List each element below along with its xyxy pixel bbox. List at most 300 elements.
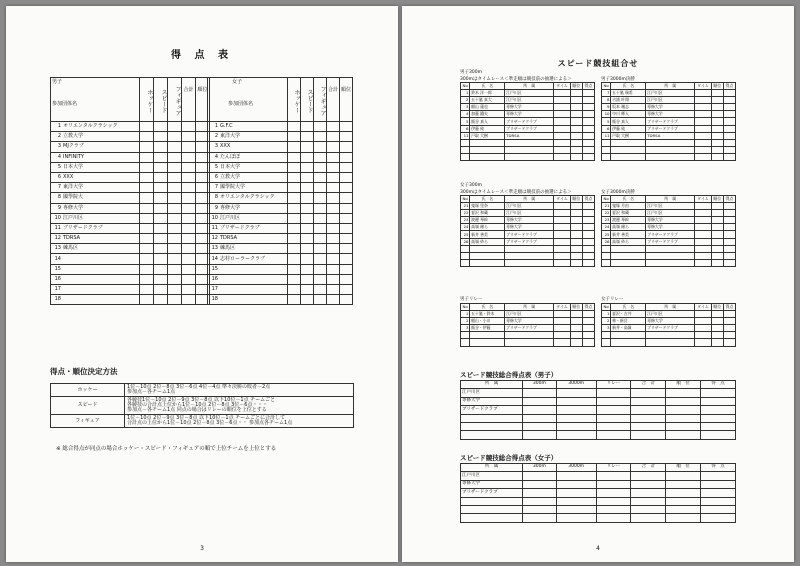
result-cell — [582, 132, 594, 139]
result-row — [602, 139, 736, 146]
totals-header: 300m — [523, 464, 557, 472]
result-row — [602, 217, 736, 224]
result-cell — [695, 318, 712, 325]
header-row — [602, 196, 736, 203]
result-cell — [711, 153, 723, 160]
team-cell — [51, 122, 140, 132]
team-cell — [51, 142, 140, 152]
score-cell — [326, 285, 339, 295]
result-cell — [711, 118, 723, 125]
skater-number: 9 — [602, 104, 611, 111]
totals-cell — [523, 389, 557, 397]
page-3 — [6, 6, 398, 562]
skater-name: 夏沢・吉井 — [611, 311, 646, 318]
result-cell — [723, 339, 735, 346]
result-row — [461, 210, 595, 217]
result-row — [461, 325, 595, 332]
result-cell — [554, 104, 571, 111]
skater-team: 専修大学 — [505, 111, 554, 118]
row-number: 2 — [214, 133, 218, 140]
totals-row — [461, 389, 736, 397]
skater-number: 4 — [461, 111, 470, 118]
row-number: 17 — [54, 286, 61, 293]
team-name: オリエンタルクラシック — [220, 194, 275, 201]
page-title: スピード競技組合せ — [557, 59, 639, 68]
result-row — [461, 118, 595, 125]
result-cell — [582, 104, 594, 111]
team-row — [51, 234, 210, 244]
header-name: 氏 名 — [470, 196, 505, 203]
totals-cell — [523, 431, 557, 439]
result-row — [602, 104, 736, 111]
score-cell — [300, 122, 313, 132]
rule-line: 参加点－各チーム1点 — [127, 389, 176, 395]
women-300-caption: 300mはタイムレース＜準走順は競技前の抽選による＞ — [460, 190, 572, 195]
totals-cell — [631, 514, 666, 522]
tie-break-note: ※ 総合得点が同点の場合ホッケー・スピード・フィギュアの順で上位チームを上位とする — [56, 446, 277, 452]
header-no: No — [461, 304, 470, 311]
skater-number — [602, 146, 611, 153]
skater-team — [505, 153, 554, 160]
result-row — [461, 125, 595, 132]
totals-header: リレー — [596, 464, 631, 472]
row-number: 18 — [54, 296, 61, 303]
team-row — [208, 152, 353, 162]
result-cell — [570, 97, 582, 104]
rule-detail — [125, 384, 354, 397]
score-cell — [313, 132, 326, 142]
result-cell — [570, 339, 582, 346]
score-cell — [154, 295, 168, 305]
score-cell — [300, 142, 313, 152]
team-cell — [208, 285, 288, 295]
women-score-table — [207, 77, 353, 305]
result-cell — [582, 111, 594, 118]
team-cell — [51, 183, 140, 193]
skater-number: 21 — [602, 203, 611, 210]
team-row — [208, 132, 353, 142]
skater-number — [461, 245, 470, 252]
team-cell — [51, 264, 140, 274]
skater-name — [611, 153, 646, 160]
score-cell — [300, 132, 313, 142]
result-cell — [695, 104, 712, 111]
team-cell — [51, 254, 140, 264]
result-row — [461, 139, 595, 146]
totals-cell — [666, 431, 701, 439]
team-cell — [51, 172, 140, 182]
score-cell — [300, 162, 313, 172]
result-row — [461, 217, 595, 224]
result-row — [602, 210, 736, 217]
score-cell — [326, 132, 339, 142]
skater-number: 7 — [602, 90, 611, 97]
score-cell — [287, 193, 300, 203]
team-name: XXX — [63, 174, 74, 181]
totals-header: リレー — [596, 381, 631, 389]
result-cell — [554, 311, 571, 318]
score-cell — [154, 203, 168, 213]
team-name: 日本大学 — [63, 163, 84, 170]
header-rank: 順位 — [570, 196, 582, 203]
score-cell — [140, 264, 154, 274]
score-cell — [154, 193, 168, 203]
totals-team: ブリザードクラブ — [461, 489, 523, 497]
team-name: オリエンタルクラシック — [63, 123, 118, 130]
result-cell — [723, 252, 735, 259]
skater-team — [646, 139, 695, 146]
score-cell — [313, 254, 326, 264]
result-cell — [711, 97, 723, 104]
team-row — [208, 183, 353, 193]
score-cell — [140, 183, 154, 193]
result-cell — [723, 203, 735, 210]
skater-team: 専修大学 — [505, 217, 554, 224]
skater-name: 高嶺 紗ら — [611, 238, 646, 245]
skater-team: 江戸川区 — [646, 90, 695, 97]
score-cell — [168, 172, 182, 182]
row-number: 2 — [57, 133, 61, 140]
skater-team: 専修大学 — [646, 217, 695, 224]
header-name: 氏 名 — [470, 83, 505, 90]
skater-team: 専修大学 — [505, 318, 554, 325]
score-cell — [339, 132, 352, 142]
skater-team: 江戸川区 — [646, 203, 695, 210]
skater-team — [505, 146, 554, 153]
totals-header: 所 属 — [461, 381, 523, 389]
score-cell — [300, 264, 313, 274]
skater-name: 新井 善美 — [611, 231, 646, 238]
score-cell — [154, 172, 168, 182]
score-cell — [339, 183, 352, 193]
result-cell — [570, 318, 582, 325]
women-300-label: 女子300m — [460, 183, 482, 188]
team-row — [208, 162, 353, 172]
skater-name: 飯谷 真人 — [470, 118, 505, 125]
header-row — [602, 83, 736, 90]
skater-name: 林・新貝 — [611, 318, 646, 325]
team-col-label: 参加団体名 — [208, 88, 288, 122]
totals-cell — [701, 505, 736, 513]
totals-cell — [631, 480, 666, 488]
score-cell — [326, 183, 339, 193]
score-cell — [182, 285, 196, 295]
result-row — [602, 252, 736, 259]
header-rank: 順位 — [711, 83, 723, 90]
page-number: 4 — [596, 545, 600, 552]
score-cell — [339, 274, 352, 284]
result-cell — [582, 153, 594, 160]
totals-cell — [701, 406, 736, 414]
team-row — [51, 183, 210, 193]
totals-cell — [523, 397, 557, 405]
result-row — [602, 153, 736, 160]
skater-name: 波邊 琴絵 — [470, 217, 505, 224]
skater-name — [470, 139, 505, 146]
row-number: 14 — [54, 255, 61, 262]
score-cell — [140, 162, 154, 172]
row-number: 15 — [54, 265, 61, 272]
score-cell — [168, 285, 182, 295]
totals-cell — [523, 489, 557, 497]
result-row — [461, 259, 595, 266]
skater-number — [602, 139, 611, 146]
result-cell — [711, 111, 723, 118]
col-total: 合計 — [326, 78, 339, 122]
result-cell — [554, 318, 571, 325]
skater-name — [611, 139, 646, 146]
team-name: 練馬区 — [220, 245, 236, 252]
team-col-label: 参加団体名 — [51, 88, 140, 122]
skater-name: 鬼塚 里奈 — [470, 203, 505, 210]
result-cell — [554, 231, 571, 238]
result-row — [602, 238, 736, 245]
score-cell — [168, 254, 182, 264]
score-cell — [313, 172, 326, 182]
result-cell — [582, 259, 594, 266]
skater-team: ブリザードクラブ — [505, 325, 554, 332]
totals-header: 合 計 — [631, 381, 666, 389]
totals-cell — [556, 406, 596, 414]
header-rank: 順位 — [711, 196, 723, 203]
row-number: 8 — [57, 194, 61, 201]
result-cell — [723, 104, 735, 111]
score-cell — [313, 193, 326, 203]
rule-line: 合計点の上位から1位－10点 2位－8点 3位－6点・・ 参加点各チーム1点 — [127, 420, 293, 426]
totals-cell — [596, 480, 631, 488]
score-cell — [326, 162, 339, 172]
skater-number: 25 — [602, 231, 611, 238]
score-cell — [168, 152, 182, 162]
result-row — [602, 311, 736, 318]
result-row — [461, 245, 595, 252]
skater-number: 23 — [602, 217, 611, 224]
team-row — [208, 172, 353, 182]
totals-row — [461, 406, 736, 414]
score-cell — [339, 234, 352, 244]
result-cell — [570, 224, 582, 231]
team-cell — [51, 274, 140, 284]
header-points: 得点 — [723, 304, 735, 311]
skater-name: 五十嵐 真大 — [470, 97, 505, 104]
page-number: 3 — [200, 545, 204, 552]
row-number: 6 — [214, 174, 218, 181]
result-cell — [554, 90, 571, 97]
skater-number — [602, 339, 611, 346]
team-cell — [51, 223, 140, 233]
totals-row — [461, 480, 736, 488]
score-cell — [140, 152, 154, 162]
result-cell — [695, 90, 712, 97]
score-cell — [300, 295, 313, 305]
score-cell — [287, 172, 300, 182]
col-total: 合計 — [182, 78, 196, 122]
header-row — [602, 304, 736, 311]
result-row — [602, 259, 736, 266]
score-cell — [140, 274, 154, 284]
result-row — [602, 97, 736, 104]
score-cell — [140, 223, 154, 233]
score-cell — [182, 132, 196, 142]
score-cell — [287, 264, 300, 274]
totals-row — [461, 431, 736, 439]
result-cell — [723, 245, 735, 252]
score-cell — [326, 213, 339, 223]
score-cell — [182, 172, 196, 182]
totals-header: 順 位 — [666, 381, 701, 389]
result-cell — [554, 111, 571, 118]
women-totals-table — [460, 463, 736, 523]
skater-name: 高嶺 紗ら — [470, 238, 505, 245]
team-cell — [208, 142, 288, 152]
skater-number: 24 — [461, 224, 470, 231]
result-row — [602, 125, 736, 132]
score-cell — [339, 142, 352, 152]
skater-name: 稲山・小川 — [470, 318, 505, 325]
score-cell — [300, 285, 313, 295]
result-cell — [695, 231, 712, 238]
score-cell — [182, 152, 196, 162]
team-row — [51, 244, 210, 254]
row-number: 7 — [214, 184, 218, 191]
totals-header: 得 点 — [701, 381, 736, 389]
skater-number — [461, 153, 470, 160]
row-number: 5 — [214, 163, 218, 170]
score-cell — [339, 162, 352, 172]
skater-team — [646, 339, 695, 346]
skater-name: 夏沢 和蔵 — [611, 210, 646, 217]
result-cell — [570, 111, 582, 118]
team-row — [51, 122, 210, 132]
result-row — [461, 203, 595, 210]
result-cell — [554, 153, 571, 160]
skater-team: 専修大学 — [646, 318, 695, 325]
team-name: 東洋大学 — [63, 184, 84, 191]
skater-number: 11 — [602, 132, 611, 139]
result-cell — [554, 259, 571, 266]
skater-name: 渡邊 琴絵 — [611, 217, 646, 224]
score-cell — [140, 254, 154, 264]
result-cell — [711, 245, 723, 252]
result-cell — [711, 139, 723, 146]
score-cell — [154, 274, 168, 284]
result-cell — [695, 125, 712, 132]
totals-cell — [523, 422, 557, 430]
totals-cell — [556, 389, 596, 397]
score-cell — [154, 213, 168, 223]
result-cell — [554, 125, 571, 132]
rule-line: 1位－10点 2位－9点 3位－8点 以下10位－1点 チームごとに合計して — [127, 415, 286, 421]
score-cell — [326, 172, 339, 182]
totals-cell — [523, 480, 557, 488]
skater-name — [470, 252, 505, 259]
score-cell — [313, 142, 326, 152]
result-row — [461, 339, 595, 346]
totals-cell — [701, 389, 736, 397]
result-cell — [582, 325, 594, 332]
skater-number: 2 — [461, 97, 470, 104]
totals-team — [461, 414, 523, 422]
score-cell — [326, 152, 339, 162]
header-name: 氏 名 — [611, 304, 646, 311]
result-cell — [695, 210, 712, 217]
team-cell — [208, 122, 288, 132]
skater-number: 26 — [461, 238, 470, 245]
header-time: タイム — [554, 196, 571, 203]
result-cell — [582, 146, 594, 153]
score-cell — [168, 244, 182, 254]
totals-cell — [666, 397, 701, 405]
score-cell — [339, 213, 352, 223]
skater-name — [611, 252, 646, 259]
score-cell — [287, 142, 300, 152]
team-name: たんぽぽ — [220, 153, 241, 160]
team-row — [51, 254, 210, 264]
team-name: 立教大学 — [63, 133, 84, 140]
score-cell — [140, 172, 154, 182]
score-cell — [300, 193, 313, 203]
result-cell — [554, 139, 571, 146]
result-cell — [554, 132, 571, 139]
team-row — [51, 285, 210, 295]
score-cell — [300, 254, 313, 264]
totals-cell — [556, 397, 596, 405]
totals-row — [461, 414, 736, 422]
team-row — [51, 162, 210, 172]
score-cell — [287, 132, 300, 142]
rules-heading: 得点・順位決定方法 — [50, 367, 118, 376]
team-name: 東洋大学 — [220, 133, 241, 140]
result-cell — [570, 90, 582, 97]
women-300-table — [460, 195, 595, 267]
skater-name: 新井 善美 — [470, 231, 505, 238]
team-name: 専修大学 — [63, 204, 84, 211]
team-name: 志村ローラークラブ — [220, 255, 266, 262]
score-cell — [182, 223, 196, 233]
totals-row — [461, 497, 736, 505]
row-number: 11 — [54, 224, 61, 231]
team-cell — [51, 132, 140, 142]
result-cell — [695, 224, 712, 231]
row-number: 4 — [214, 153, 218, 160]
header-no: No — [602, 304, 611, 311]
totals-cell — [701, 497, 736, 505]
totals-cell — [631, 422, 666, 430]
totals-cell — [631, 397, 666, 405]
skater-number — [602, 252, 611, 259]
totals-team — [461, 514, 523, 522]
score-cell — [339, 295, 352, 305]
row-number: 9 — [214, 204, 218, 211]
team-name: INFINITY — [63, 153, 84, 160]
score-cell — [326, 223, 339, 233]
score-cell — [339, 122, 352, 132]
result-cell — [711, 132, 723, 139]
header-name: 氏 名 — [611, 196, 646, 203]
score-cell — [287, 295, 300, 305]
result-cell — [695, 217, 712, 224]
totals-cell — [701, 489, 736, 497]
result-cell — [711, 224, 723, 231]
totals-cell — [631, 489, 666, 497]
header-rank: 順位 — [570, 83, 582, 90]
result-row — [602, 339, 736, 346]
row-number: 10 — [54, 214, 61, 221]
result-row — [461, 318, 595, 325]
score-cell — [182, 295, 196, 305]
header-row — [461, 381, 736, 389]
skater-number: 3 — [461, 104, 470, 111]
